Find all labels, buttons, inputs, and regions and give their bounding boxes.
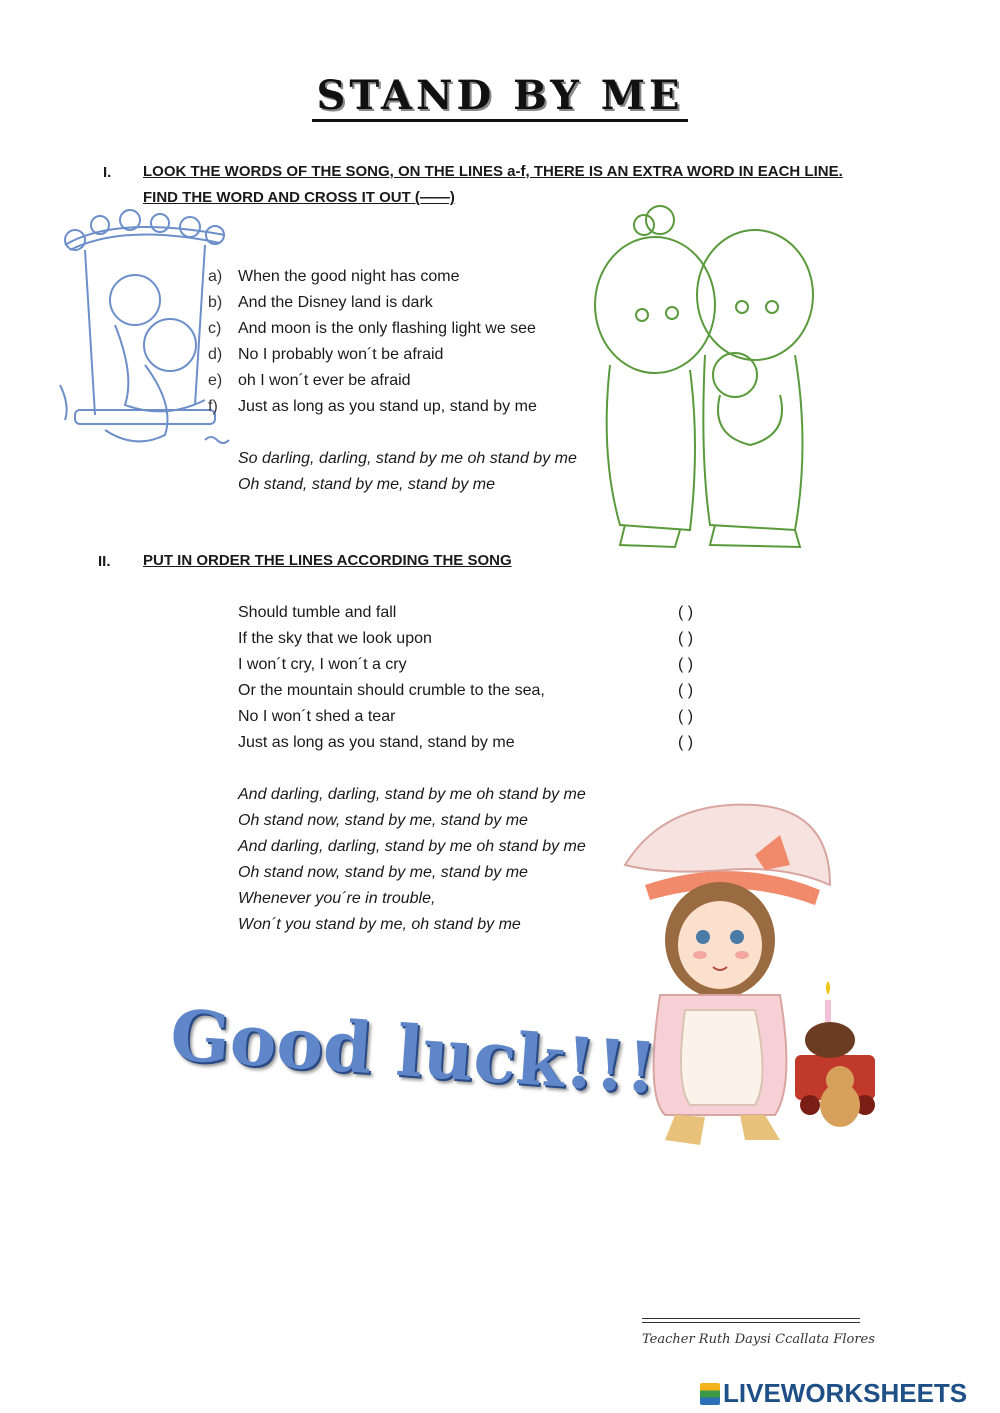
- line-text[interactable]: When the good night has come: [238, 268, 460, 285]
- chorus-line: So darling, darling, stand by me oh stand by me: [238, 450, 577, 467]
- line-text[interactable]: No I probably won´t be afraid: [238, 346, 444, 363]
- order-line-text: No I won´t shed a tear: [238, 708, 396, 725]
- order-answer-box[interactable]: ( ): [678, 708, 694, 725]
- chorus-line: Won´t you stand by me, oh stand by me: [238, 916, 521, 933]
- line-letter: d): [208, 346, 223, 363]
- order-line-text: If the sky that we look upon: [238, 630, 432, 647]
- line-text[interactable]: oh I won´t ever be afraid: [238, 372, 411, 389]
- line-letter: b): [208, 294, 223, 311]
- line-letter: c): [208, 320, 222, 337]
- lyric-line-a: [208, 264, 537, 290]
- section-1-instruction-line-1: LOOK THE WORDS OF THE SONG, ON THE LINES a-f, THERE IS AN EXTRA WORD IN EACH LINE.: [143, 163, 843, 180]
- order-line: [238, 600, 738, 626]
- chorus-line: And darling, darling, stand by me oh stand by me: [238, 838, 586, 855]
- lyric-line-e: [208, 368, 537, 394]
- section-1-instruction-line-2: FIND THE WORD AND CROSS IT OUT (——): [143, 189, 455, 206]
- order-answer-box[interactable]: ( ): [678, 656, 694, 673]
- order-answer-box[interactable]: ( ): [678, 734, 694, 751]
- lyric-line-c: [208, 316, 537, 342]
- order-line: [238, 678, 738, 704]
- good-luck-text: Good luck!!!: [167, 993, 660, 1110]
- order-answer-box[interactable]: ( ): [678, 630, 694, 647]
- section-1-lines: [208, 264, 537, 420]
- line-letter: e): [208, 372, 223, 389]
- chorus-line: Oh stand now, stand by me, stand by me: [238, 864, 528, 881]
- order-line-text: Should tumble and fall: [238, 604, 397, 621]
- lyric-line-b: [208, 290, 537, 316]
- brand-text: LIVEWORKSHEETS: [723, 1378, 968, 1408]
- line-text[interactable]: And the Disney land is dark: [238, 294, 433, 311]
- teacher-signature: Teacher Ruth Daysi Ccallata Flores: [642, 1332, 875, 1347]
- order-line-text: Or the mountain should crumble to the sea,: [238, 682, 545, 699]
- signature-line: [642, 1318, 860, 1323]
- liveworksheets-logo[interactable]: [700, 1378, 967, 1409]
- chorus-line: And darling, darling, stand by me oh stand by me: [238, 786, 586, 803]
- liveworksheets-badge-icon: [700, 1383, 720, 1405]
- order-line: [238, 704, 738, 730]
- order-line: [238, 626, 738, 652]
- lyric-line-f: [208, 394, 537, 420]
- section-1-chorus: [238, 446, 577, 498]
- section-2-chorus: [238, 782, 586, 938]
- section-2-order-lines: [238, 600, 738, 756]
- chorus-line: Oh stand now, stand by me, stand by me: [238, 812, 528, 829]
- section-1-number: I.: [103, 164, 112, 181]
- line-letter: f): [208, 398, 218, 415]
- order-answer-box[interactable]: ( ): [678, 682, 694, 699]
- order-line: [238, 730, 738, 756]
- section-2-instruction: PUT IN ORDER THE LINES ACCORDING THE SONG: [143, 552, 512, 569]
- children-with-baby-illustration: [580, 195, 820, 555]
- section-2-number: II.: [98, 553, 111, 570]
- chorus-line: Oh stand, stand by me, stand by me: [238, 476, 496, 493]
- lyric-line-d: [208, 342, 537, 368]
- order-line: [238, 652, 738, 678]
- page-title: STAND BY ME: [0, 72, 1000, 119]
- order-line-text: I won´t cry, I won´t a cry: [238, 656, 407, 673]
- chorus-line: Whenever you´re in trouble,: [238, 890, 436, 907]
- order-line-text: Just as long as you stand, stand by me: [238, 734, 515, 751]
- line-text[interactable]: And moon is the only flashing light we see: [238, 320, 536, 337]
- line-text[interactable]: Just as long as you stand up, stand by me: [238, 398, 537, 415]
- order-answer-box[interactable]: ( ): [678, 604, 694, 621]
- line-letter: a): [208, 268, 223, 285]
